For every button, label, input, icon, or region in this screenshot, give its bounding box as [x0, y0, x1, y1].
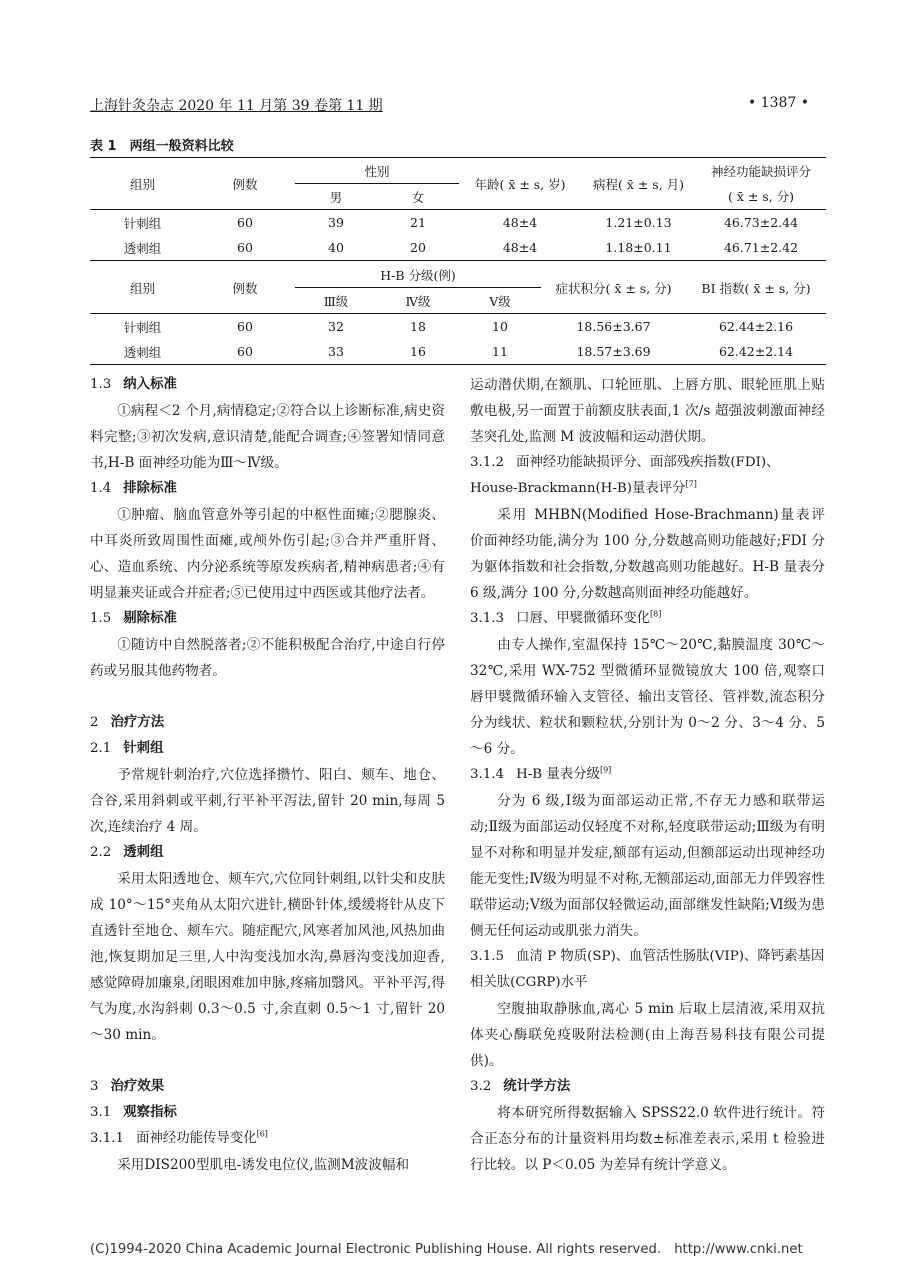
cell-group: 针刺组 — [123, 319, 162, 335]
cell-bi: 62.42±2.14 — [718, 344, 794, 359]
table-general-data-part1 — [90, 157, 826, 261]
col-group: 组别 — [129, 280, 155, 296]
paragraph: ①肿瘤、脑血管意外等引起的中枢性面瘫;②腮腺炎、中耳炎所致周围性面瘫,或颅外伤引起;③合并严重肝肾、心、造血系统、内分泌系统等原发疾病者,精神病患者;④有明显兼夹证或合并症者;⑤已使用过中西医或其他疗法者。 — [90, 507, 445, 601]
left-column — [90, 372, 445, 1178]
subsection-heading: 3.1.4 H-B 量表分级[9] — [470, 765, 612, 782]
paragraph: ①随访中自然脱落者;②不能积极配合治疗,中途自行停药或另服其他药物者。 — [90, 637, 445, 679]
cell-n: 60 — [237, 319, 253, 334]
section-heading: 2.2 透刺组 — [90, 845, 164, 860]
col-deficit-unit: ( x̄ ± s, 分) — [727, 189, 795, 205]
cell-symptom: 18.57±3.69 — [576, 344, 651, 359]
cell-deficit: 46.73±2.44 — [723, 215, 799, 230]
paragraph: 空腹抽取静脉血,离心 5 min 后取上层清液,采用双抗体夹心酶联免疫吸附法检测(由上海吾易科技有限公司提供)。 — [470, 1001, 825, 1069]
section-heading: 3 治疗效果 — [90, 1079, 165, 1094]
col-count: 例数 — [232, 176, 258, 192]
cell-course: 1.21±0.13 — [605, 215, 672, 230]
col-age: 年龄( x̄ ± s, 岁) — [474, 176, 566, 192]
col-grade5: Ⅴ级 — [489, 293, 511, 309]
section-heading: 2 治疗方法 — [90, 715, 165, 730]
right-column — [470, 372, 825, 1178]
col-grade4: Ⅳ级 — [405, 293, 431, 309]
cell-group: 针刺组 — [123, 215, 162, 231]
paragraph: 分为 6 级,Ⅰ级为面部运动正常,不存无力感和联带运动;Ⅱ级为面部运动仅轻度不对称,轻度联带运动;Ⅲ级为有明显不对称和明显并发症,额部有运动,但额部运动出现神经功能无变性;Ⅳ级为明显不对称,无额部运动,面部无力伴毁容性联带运动;Ⅴ级为面部仅轻微运动,面部继发性缺陷;Ⅵ级为患侧无任何运动或肌张力消失。 — [470, 793, 825, 939]
section-heading: 1.3 纳入标准 — [90, 377, 177, 392]
subsection-heading: 3.1.5 血清 P 物质(SP)、血管活性肠肽(VIP)、降钙素基因相关肽(CGRP)水平 — [470, 949, 825, 990]
paragraph: 采用 MHBN(Modified Hose-Brachmann)量表评价面神经功能,满分为 100 分,分数越高则功能越好;FDI 分为躯体指数和社会指数,分数越高则功能越好。H-B 量表分 6 级,满分 100 分,分数越高则面神经功能越好。 — [470, 507, 825, 601]
cell-g3: 32 — [328, 319, 344, 334]
col-deficit: 神经功能缺损评分 — [710, 163, 811, 179]
cell-n: 60 — [237, 240, 253, 255]
col-grade3: Ⅲ级 — [323, 293, 349, 309]
cell-male: 40 — [328, 240, 344, 255]
col-sex: 性别 — [295, 158, 459, 184]
cell-g4: 18 — [410, 319, 426, 334]
cell-g5: 10 — [492, 319, 508, 334]
copyright-footer: (C)1994-2020 China Academic Journal Electronic Publishing House. All rights reserved. http://www.cnki.net — [90, 1242, 803, 1257]
subsection-heading: 3.1.3 口唇、甲襞微循环变化[8] — [470, 609, 662, 626]
cell-group: 透刺组 — [123, 344, 162, 360]
col-course: 病程( x̄ ± s, 月) — [592, 176, 685, 192]
col-count: 例数 — [232, 280, 258, 296]
table-row — [90, 314, 826, 340]
cell-g3: 33 — [328, 344, 344, 359]
section-heading: 2.1 针刺组 — [90, 741, 164, 756]
cell-n: 60 — [237, 215, 253, 230]
page-number: • 1387 • — [747, 95, 809, 111]
paragraph: 采用DIS200型肌电-诱发电位仪,监测M波波幅和 — [117, 1157, 410, 1173]
cell-g5: 11 — [492, 344, 508, 359]
journal-header: 上海针灸杂志 2020 年 11 月第 39 卷第 11 期 — [90, 98, 383, 114]
cell-g4: 16 — [410, 344, 426, 359]
col-symptom: 症状积分( x̄ ± s, 分) — [555, 280, 672, 296]
paragraph: 由专人操作,室温保持 15℃～20℃,黏膜温度 30℃～32℃,采用 WX-752 型微循环显微镜放大 100 倍,观察口唇甲襞微循环输入支管径、输出支管径、管袢数,流态积分分为线状、粒状和颗粒状,分别计为 0～2 分、3～4 分、5～6 分。 — [470, 637, 825, 757]
col-hb: H-B 分级(例) — [295, 262, 541, 288]
cell-bi: 62.44±2.16 — [718, 319, 794, 334]
col-group: 组别 — [129, 176, 155, 192]
subsection-heading: 3.1.1 面神经功能传导变化[6] — [90, 1129, 268, 1146]
table-row — [90, 339, 826, 365]
cell-age: 48±4 — [502, 240, 538, 255]
table-caption: 表 1 两组一般资料比较 — [90, 139, 234, 154]
col-bi: BI 指数( x̄ ± s, 分) — [701, 280, 811, 296]
paragraph: 采用太阳透地仓、颊车穴,穴位同针刺组,以针尖和皮肤成 10°～15°夹角从太阳穴进针,横卧针体,缓缓将针从皮下直透针至地仓、颊车穴。随症配穴,风寒者加风池,风热加曲池,恢复期加足三里,人中沟变浅加水沟,鼻唇沟变浅加迎香,感觉障碍加廉泉,闭眼困难加申脉,疼痛加翳风。平补平泻,得气为度,水沟斜刺 0.3～0.5 寸,余直刺 0.5～1 寸,留针 20～30 min。 — [90, 871, 445, 1043]
section-heading: 1.4 排除标准 — [90, 481, 177, 496]
cell-course: 1.18±0.11 — [605, 240, 672, 255]
section-heading: 1.5 剔除标准 — [90, 611, 177, 626]
section-heading: 3.2 统计学方法 — [470, 1079, 571, 1094]
paragraph: 将本研究所得数据输入 SPSS22.0 软件进行统计。符合正态分布的计量资料用均数±标准差表示,采用 t 检验进行比较。以 P＜0.05 为差异有统计学意义。 — [470, 1105, 825, 1173]
col-female: 女 — [411, 189, 425, 205]
table-row — [90, 210, 826, 236]
paragraph: 运动潜伏期,在额肌、口轮匝肌、上唇方肌、眼轮匝肌上贴敷电极,另一面置于前额皮肤表面,1 次/s 超强波刺激面神经茎突孔处,监测 M 波波幅和运动潜伏期。 — [470, 377, 825, 445]
cell-symptom: 18.56±3.67 — [576, 319, 651, 334]
cell-group: 透刺组 — [123, 240, 162, 256]
table-row — [90, 235, 826, 261]
paragraph: 予常规针刺治疗,穴位选择攒竹、阳白、颊车、地仓、合谷,采用斜刺或平刺,行平补平泻法,留针 20 min,每周 5 次,连续治疗 4 周。 — [90, 767, 445, 835]
cell-n: 60 — [237, 344, 253, 359]
cell-female: 20 — [410, 240, 426, 255]
section-heading: 3.1 观察指标 — [90, 1105, 177, 1120]
cell-deficit: 46.71±2.42 — [723, 240, 799, 255]
table-general-data-part2 — [90, 262, 826, 365]
cell-age: 48±4 — [502, 215, 538, 230]
subsection-heading: 3.1.2 面神经功能缺损评分、面部残疾指数(FDI)、House-Brackmann(H-B)量表评分[7] — [470, 455, 780, 496]
cell-female: 21 — [410, 215, 426, 230]
paragraph: ①病程＜2 个月,病情稳定;②符合以上诊断标准,病史资料完整;③初次发病,意识清楚,能配合调查;④签署知情同意书,H-B 面神经功能为Ⅲ～Ⅳ级。 — [90, 403, 445, 471]
cell-male: 39 — [328, 215, 344, 230]
col-male: 男 — [329, 189, 343, 205]
